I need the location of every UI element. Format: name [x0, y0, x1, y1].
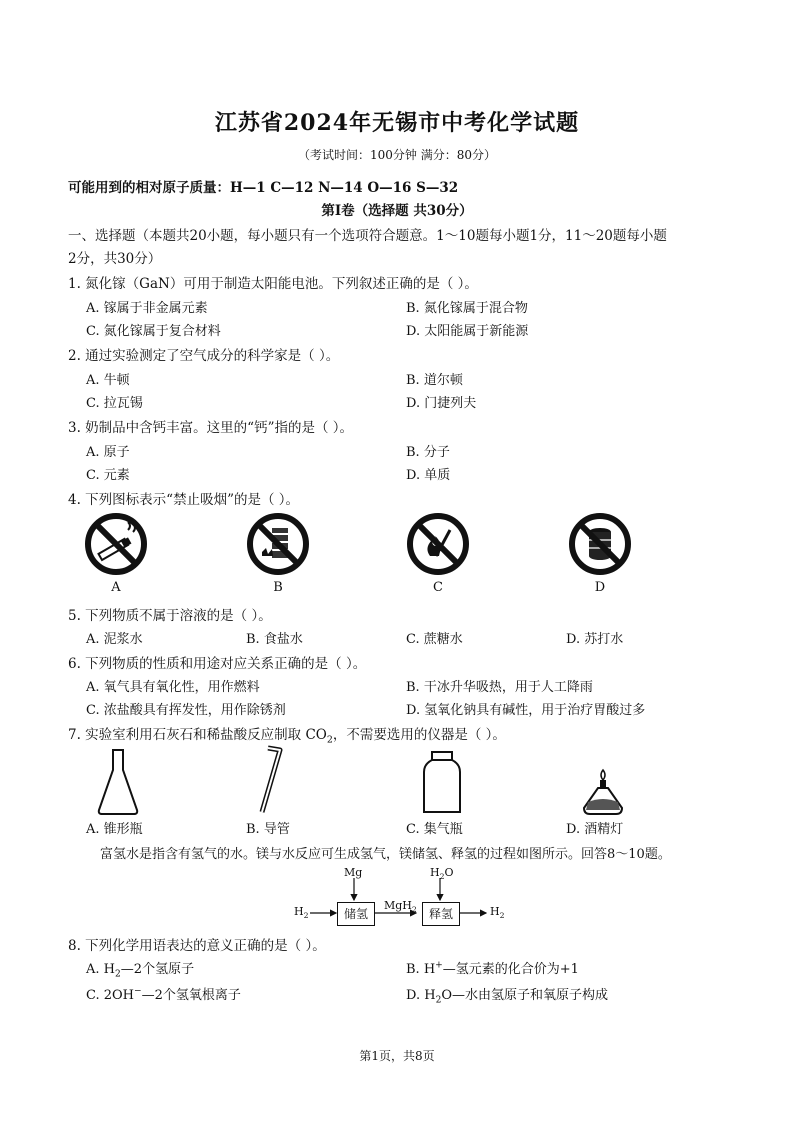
q1-option-d: D. 太阳能属于新能源 — [406, 324, 529, 339]
q3-stem: 3. 奶制品中含钙丰富。这里的“钙”指的是（ ）。 — [68, 420, 354, 436]
q8-b-rest: —氢元素的化合价为+1 — [442, 962, 579, 977]
q4-label-a: A — [111, 580, 121, 595]
atomic-masses: 可能用到的相对原子质量：H—1 C—12 N—14 O—16 S—32 — [68, 180, 459, 196]
q1-stem: 1. 氮化镓（GaN）可用于制造太阳能电池。下列叙述正确的是（ ）。 — [68, 276, 478, 292]
q1-option-c: C. 氮化镓属于复合材料 — [86, 324, 221, 339]
q8-stem: 8. 下列化学用语表达的意义正确的是（ ）。 — [68, 938, 326, 954]
q8-d-main: D. H — [406, 988, 436, 1003]
diagram-h2-in-label — [294, 905, 309, 920]
q8-d-rest: O—水由氢原子和氧原子构成 — [441, 988, 609, 1003]
diagram-h2-in-sub: 2 — [303, 911, 309, 921]
q7-option-b: B. 导管 — [246, 822, 290, 837]
diagram-mg-label: Mg — [344, 866, 363, 879]
q1-option-a: A. 镓属于非金属元素 — [86, 301, 208, 316]
diagram-h2-out-main: H — [490, 905, 500, 918]
q4-label-d: D — [594, 580, 606, 595]
q4-label-c: C — [433, 580, 443, 595]
q7-stem-pre: 7. 实验室利用石灰石和稀盐酸反应制取 CO — [68, 727, 327, 743]
diagram-h2o-label — [430, 866, 454, 881]
q1-option-b: B. 氮化镓属于混合物 — [406, 301, 528, 316]
q6-option-b: B. 干冰升华吸热，用于人工降雨 — [406, 680, 593, 695]
conical-flask-icon — [96, 748, 140, 816]
q8-a-main: A. H — [86, 962, 115, 977]
diagram-arrows — [290, 866, 510, 926]
q7-stem-sub: 2 — [326, 734, 333, 746]
q8-c-main: C. 2OH — [86, 988, 135, 1003]
diagram-store-box: 储氢 — [337, 902, 375, 926]
q8-b-main: B. H — [406, 962, 436, 977]
exam-subtitle: （考试时间：100分钟 满分：80分） — [298, 148, 496, 162]
q7-option-d: D. 酒精灯 — [566, 822, 624, 837]
section-intro-line1: 一、选择题（本题共20小题，每小题只有一个选项符合题意。1～10题每小题1分，11～20题每小题 — [68, 228, 667, 244]
q2-option-d: D. 门捷列夫 — [406, 396, 477, 411]
q8-c-rest: —2个氢氧根离子 — [141, 988, 241, 1003]
glass-tube-icon — [250, 744, 290, 816]
q7-option-c: C. 集气瓶 — [406, 822, 463, 837]
no-fireworks-sign-icon — [246, 512, 310, 576]
q2-option-c: C. 拉瓦锡 — [86, 396, 143, 411]
q8-c-sup: − — [134, 986, 142, 997]
q3-option-c: C. 元素 — [86, 468, 130, 483]
q6-option-c: C. 浓盐酸具有挥发性，用作除锈剂 — [86, 703, 286, 718]
diagram-h2o-end: O — [444, 866, 454, 879]
q8-option-b — [406, 958, 579, 977]
diagram-release-box: 释氢 — [422, 902, 460, 926]
diagram-mgh2-main: MgH — [384, 899, 412, 912]
q8-b-sup: + — [435, 960, 443, 971]
q8-a-rest: —2个氢原子 — [120, 962, 195, 977]
diagram-h2-out-label — [490, 905, 505, 920]
q8-option-c — [86, 984, 241, 1003]
q5-option-d: D. 苏打水 — [566, 632, 624, 647]
exam-title: 江苏省2024年无锡市中考化学试题 — [214, 110, 580, 136]
no-smoking-sign-icon — [84, 512, 148, 576]
q5-option-c: C. 蔗糖水 — [406, 632, 463, 647]
volume-title: 第Ⅰ卷（选择题 共30分） — [321, 203, 473, 219]
diagram-h2o-sub: 2 — [439, 872, 445, 882]
q3-option-b: B. 分子 — [406, 445, 450, 460]
q8-option-a — [86, 958, 194, 980]
q6-option-a: A. 氧气具有氧化性，用作燃料 — [86, 680, 260, 695]
q7-option-a: A. 锥形瓶 — [86, 822, 143, 837]
alcohol-lamp-icon — [580, 768, 626, 816]
diagram-h2o-main: H — [430, 866, 440, 879]
diagram-mgh2-sub: 2 — [411, 905, 417, 915]
no-open-flame-sign-icon — [406, 512, 470, 576]
q2-option-b: B. 道尔顿 — [406, 373, 463, 388]
page-number: 第1页，共8页 — [359, 1049, 435, 1063]
q3-option-d: D. 单质 — [406, 468, 451, 483]
q8-d-sub: 2 — [435, 995, 442, 1006]
q3-option-a: A. 原子 — [86, 445, 130, 460]
passage-text: 富氢水是指含有氢气的水。镁与水反应可生成氢气，镁储氢、释氢的过程如图所示。回答8～10题。 — [100, 847, 671, 862]
q4-label-b: B — [273, 580, 283, 595]
q8-option-d — [406, 984, 608, 1006]
q7-stem-post: ，不需要选用的仪器是（ ）。 — [332, 727, 506, 743]
q7-stem — [68, 723, 506, 746]
q2-stem: 2. 通过实验测定了空气成分的科学家是（ ）。 — [68, 348, 340, 364]
diagram-mgh2-label — [384, 899, 417, 914]
q4-stem: 4. 下列图标表示“禁止吸烟”的是（ ）。 — [68, 492, 300, 508]
gas-jar-icon — [420, 750, 464, 816]
q2-option-a: A. 牛顿 — [86, 373, 130, 388]
diagram-h2-out-sub: 2 — [499, 911, 505, 921]
q8-a-sub: 2 — [115, 969, 121, 980]
section-intro-line2: 2分，共30分） — [68, 251, 162, 267]
q6-option-d: D. 氢氧化钠具有碱性，用于治疗胃酸过多 — [406, 703, 646, 718]
q6-stem: 6. 下列物质的性质和用途对应关系正确的是（ ）。 — [68, 656, 367, 672]
q5-stem: 5. 下列物质不属于溶液的是（ ）。 — [68, 608, 272, 624]
no-storing-barrels-sign-icon — [568, 512, 632, 576]
diagram-h2-in-main: H — [294, 905, 304, 918]
q5-option-a: A. 泥浆水 — [86, 632, 143, 647]
q5-option-b: B. 食盐水 — [246, 632, 303, 647]
